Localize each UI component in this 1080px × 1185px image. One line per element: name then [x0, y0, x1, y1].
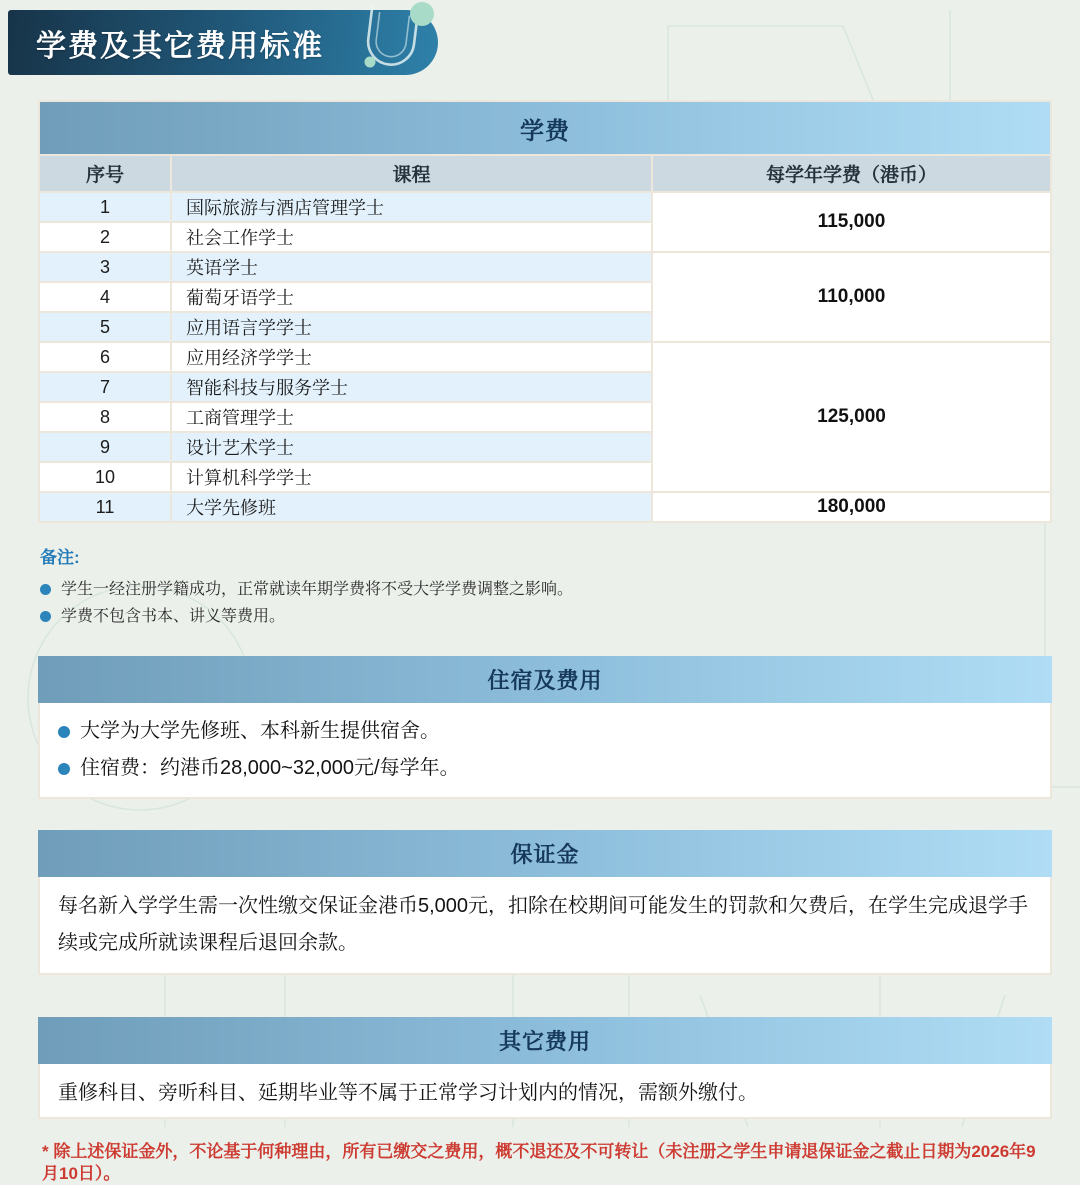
notes-block	[38, 543, 1052, 630]
bullet-dot-icon	[58, 763, 70, 775]
note-item	[40, 576, 1052, 603]
notes-label: 备注:	[40, 548, 80, 567]
page-title: 学费及其它费用标准	[36, 29, 324, 63]
accommodation-item	[58, 750, 1032, 787]
fee-cell-125000: 125,000	[653, 343, 1050, 491]
row-no: 1	[40, 193, 170, 221]
deposit-section	[38, 830, 1052, 975]
row-course: 应用语言学学士	[172, 313, 651, 341]
accommodation-text: 大学为大学先修班、本科新生提供宿舍。	[80, 720, 440, 742]
deposit-body: 每名新入学学生需一次性缴交保证金港币5,000元，扣除在校期间可能发生的罚款和欠费后，在学生完成退学手续或完成所就读课程后退回余款。	[38, 877, 1052, 975]
fee-cell-110000: 110,000	[653, 253, 1050, 341]
row-no: 6	[40, 343, 170, 371]
row-no: 3	[40, 253, 170, 281]
row-course: 英语学士	[172, 253, 651, 281]
row-no: 2	[40, 223, 170, 251]
bullet-dot-icon	[40, 611, 51, 622]
row-no: 10	[40, 463, 170, 491]
tuition-table-body	[40, 193, 1050, 521]
tuition-table	[38, 100, 1052, 523]
row-no: 9	[40, 433, 170, 461]
row-no: 7	[40, 373, 170, 401]
column-header-fee: 每学年学费（港币）	[653, 156, 1050, 191]
row-course: 社会工作学士	[172, 223, 651, 251]
note-text: 学生一经注册学籍成功，正常就读年期学费将不受大学学费调整之影响。	[61, 581, 574, 598]
content-column	[38, 100, 1052, 1185]
other-fees-body: 重修科目、旁听科目、延期毕业等不属于正常学习计划内的情况，需额外缴付。	[38, 1064, 1052, 1119]
row-course: 智能科技与服务学士	[172, 373, 651, 401]
row-no: 8	[40, 403, 170, 431]
bullet-dot-icon	[40, 584, 51, 595]
tuition-table-title: 学费	[40, 102, 1050, 154]
row-no: 5	[40, 313, 170, 341]
accommodation-item	[58, 713, 1032, 750]
other-fees-title: 其它费用	[38, 1017, 1052, 1064]
row-course: 应用经济学学士	[172, 343, 651, 371]
bullet-dot-icon	[58, 726, 70, 738]
accommodation-section	[38, 656, 1052, 799]
u-shape-decoration-icon	[346, 0, 442, 86]
column-header-course: 课程	[172, 156, 651, 191]
footnote: * 除上述保证金外，不论基于何种理由，所有已缴交之费用，概不退还及不可转让（未注册之学生申请退保证金之截止日期为2026年9月10日）。	[42, 1142, 1036, 1183]
note-text: 学费不包含书本、讲义等费用。	[61, 608, 286, 625]
accommodation-title: 住宿及费用	[38, 656, 1052, 703]
row-course: 大学先修班	[172, 493, 651, 521]
other-fees-section	[38, 1017, 1052, 1119]
row-course: 工商管理学士	[172, 403, 651, 431]
fee-cell-115000: 115,000	[653, 193, 1050, 251]
note-item	[40, 603, 1052, 630]
page-title-banner	[8, 10, 438, 75]
row-course: 计算机科学学士	[172, 463, 651, 491]
column-header-no: 序号	[40, 156, 170, 191]
row-course: 葡萄牙语学士	[172, 283, 651, 311]
accommodation-body	[38, 703, 1052, 799]
row-course: 设计艺术学士	[172, 433, 651, 461]
fee-cell-180000: 180,000	[653, 493, 1050, 521]
tuition-table-header-row	[40, 156, 1050, 191]
row-no: 4	[40, 283, 170, 311]
accommodation-text: 住宿费：约港币28,000~32,000元/每学年。	[80, 757, 460, 779]
row-no: 11	[40, 493, 170, 521]
deposit-title: 保证金	[38, 830, 1052, 877]
row-course: 国际旅游与酒店管理学士	[172, 193, 651, 221]
